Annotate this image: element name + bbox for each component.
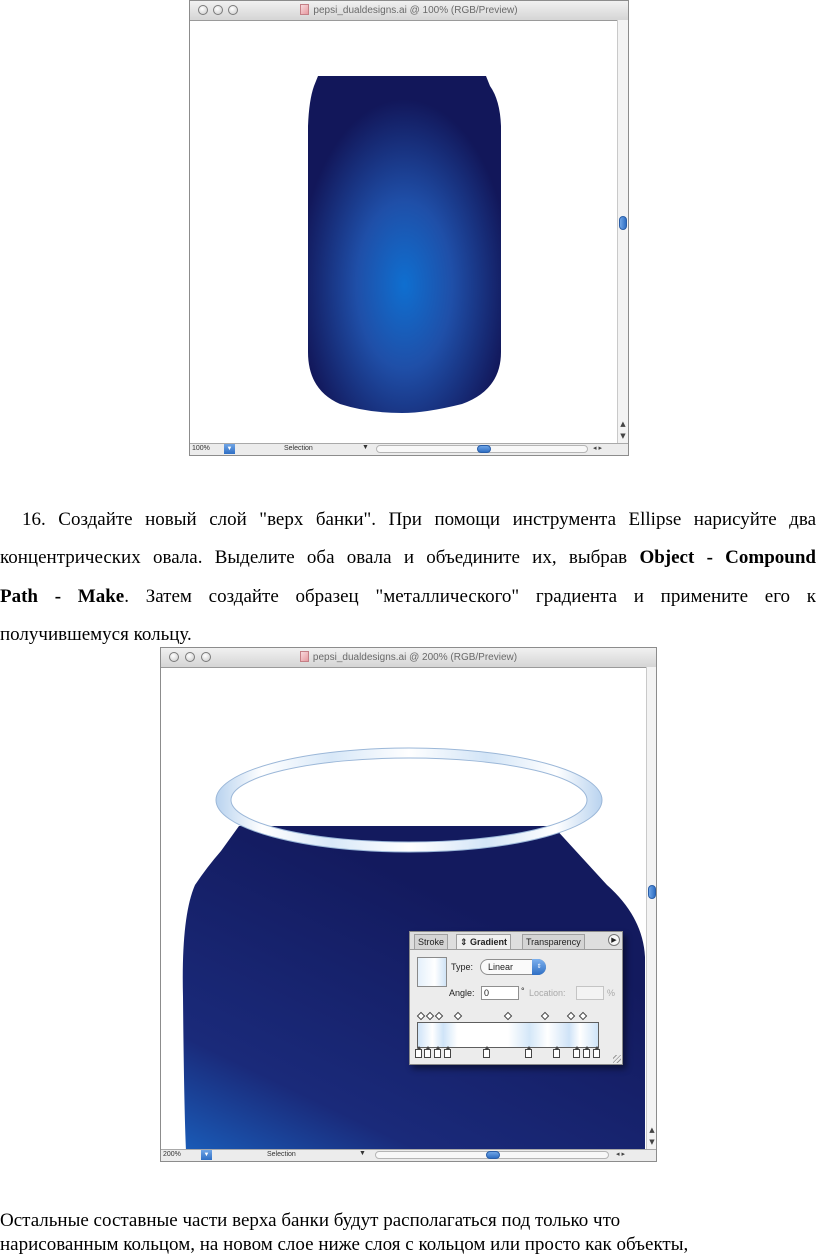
tool-dropdown-icon[interactable]: ▼ [359,1150,366,1157]
horizontal-scroll-thumb[interactable] [486,1151,500,1159]
gradient-midpoint[interactable] [435,1012,443,1020]
horizontal-scroll-thumb[interactable] [477,445,491,453]
zoom-dropdown-icon[interactable]: ▼ [224,444,235,454]
tab-arrows-icon: ⇕ [460,937,471,947]
horizontal-scroll-arrows[interactable]: ◂ ▸ [593,445,602,452]
zoom-level[interactable]: 100% [192,445,210,452]
instruction-paragraph-16 [0,501,816,654]
gradient-color-stop[interactable] [553,1049,560,1058]
zoom-level[interactable]: 200% [163,1151,181,1158]
gradient-midpoint[interactable] [579,1012,587,1020]
vertical-scrollbar[interactable] [617,20,628,444]
ai-document-icon [300,651,309,662]
tab-transparency[interactable]: Transparency [522,934,585,949]
current-tool[interactable]: Selection [284,445,313,452]
gradient-midpoint[interactable] [417,1012,425,1020]
vertical-scroll-thumb[interactable] [648,885,656,899]
angle-label: Angle: [449,988,475,998]
gradient-color-stop[interactable] [593,1049,600,1058]
paragraph-line: Остальные составные части верха банки будут располагаться под только что [0,1210,621,1231]
window-titlebar[interactable] [161,648,656,668]
degree-symbol: ° [521,986,525,996]
gradient-color-stop[interactable] [483,1049,490,1058]
gradient-panel [409,931,623,1065]
tab-stroke[interactable]: Stroke [414,934,448,949]
paragraph-line: Path - Make. Затем создайте образец "металлического" градиента и примените его к [0,585,816,607]
current-tool[interactable]: Selection [267,1151,296,1158]
gradient-midpoint[interactable] [426,1012,434,1020]
continuation-paragraph [0,1209,688,1257]
window-title: pepsi_dualdesigns.ai @ 100% (RGB/Preview) [190,4,628,16]
paragraph-line: концентрических овала. Выделите оба овала и объедините их, выбрав Object - Compound [0,547,816,569]
gradient-midpoint[interactable] [567,1012,575,1020]
document-window-100 [189,0,629,456]
gradient-color-stop[interactable] [573,1049,580,1058]
panel-resize-handle[interactable] [613,1055,621,1063]
gradient-midpoint[interactable] [504,1012,512,1020]
ai-document-icon [300,4,309,15]
gradient-preview-swatch[interactable] [417,957,447,987]
scroll-arrows[interactable]: ▲ ▼ [620,420,626,440]
gradient-midpoint[interactable] [454,1012,462,1020]
zoom-dropdown-icon[interactable]: ▼ [201,1150,212,1160]
horizontal-scrollbar[interactable] [376,445,588,453]
percent-symbol: % [607,988,616,998]
status-bar [161,1149,656,1161]
menu-path-bold: Path - Make [0,585,125,607]
can-artwork [190,20,606,444]
location-input [576,986,604,1000]
paragraph-line: нарисованным кольцом, на новом слое ниже слоя с кольцом или просто как объекты, [0,1234,689,1255]
horizontal-scroll-arrows[interactable]: ◂ ▸ [616,1151,625,1158]
panel-tabs [410,932,622,950]
vertical-scrollbar[interactable] [646,667,656,1150]
paragraph-line: получившемуся кольцу. [0,623,192,645]
gradient-color-stop[interactable] [525,1049,532,1058]
status-bar [190,443,628,455]
gradient-midpoint[interactable] [541,1012,549,1020]
tool-dropdown-icon[interactable]: ▼ [362,444,369,451]
vertical-scroll-thumb[interactable] [619,216,627,230]
paragraph-line: 16. Создайте новый слой "верх банки". При помощи инструмента Ellipse нарисуйте два [22,509,816,530]
gradient-color-stop[interactable] [583,1049,590,1058]
can-top-artwork [161,667,645,1151]
gradient-color-stop[interactable] [434,1049,441,1058]
tab-gradient[interactable]: ⇕ Gradient [456,934,511,949]
gradient-color-stop[interactable] [415,1049,422,1058]
panel-menu-icon[interactable]: ▶ [608,934,620,946]
gradient-color-stop[interactable] [424,1049,431,1058]
horizontal-scrollbar[interactable] [375,1151,609,1159]
window-title: pepsi_dualdesigns.ai @ 200% (RGB/Preview) [161,651,656,663]
menu-path-bold: Object - Compound [639,547,816,569]
gradient-type-select[interactable]: Linear ⇕ [480,959,546,975]
scroll-arrows[interactable]: ▲ ▼ [649,1126,655,1146]
document-window-200 [160,647,657,1162]
type-label: Type: [451,962,474,972]
gradient-ramp[interactable] [417,1022,599,1048]
can-body [308,76,501,413]
select-arrows-icon: ⇕ [532,959,546,975]
location-label: Location: [529,988,566,998]
angle-input[interactable]: 0 [481,986,519,1000]
gradient-color-stop[interactable] [444,1049,451,1058]
window-titlebar[interactable] [190,1,628,21]
